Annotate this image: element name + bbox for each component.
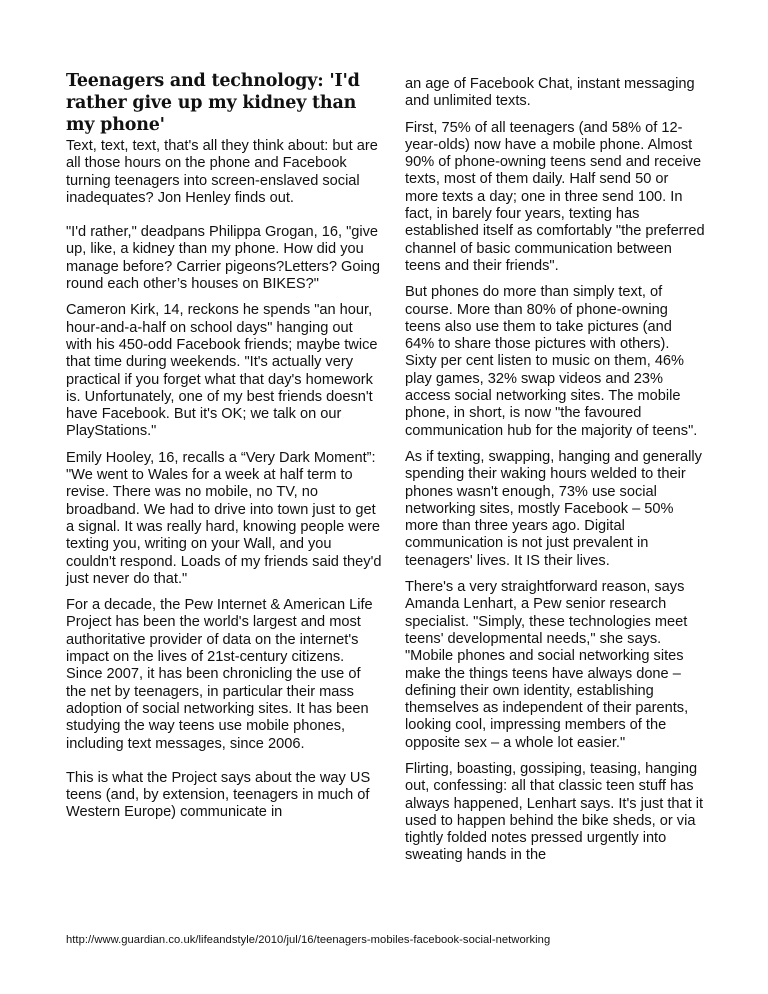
- paragraph: Cameron Kirk, 14, reckons he spends "an hour, hour-and-a-half on school days" hanging out with his 450-odd Facebook friends; maybe twice that time during weekends. "It's actually very practical if you forget what that day's homework is. Unfortunately, one of my best friends doesn't have Facebook. But it's OK; we talk on our PlayStations.": [66, 302, 378, 440]
- paragraph: Emily Hooley, 16, recalls a “Very Dark Moment”: "We went to Wales for a week at half term to revise. There was no mobile, no TV, no broadband. We had to drive into town just to get a signal. It was really hard, knowing people were texting you, writing on your Wall, and you couldn't respond. Loads of my friends said they'd just never do that.": [66, 449, 382, 587]
- paragraph: First, 75% of all teenagers (and 58% of 12-year-olds) now have a mobile phone. Almost 90% of phone-owning teens send and receive texts, most of them daily. Half send 50 or more texts a day; one in three send 100. In fact, in barely four years, texting has established itself as comfortably "the preferred channel of basic communication between teens and their friends".: [405, 119, 705, 274]
- paragraph: This is what the Project says about the way US teens (and, by extension, teenagers in much of Western Europe) communicate in: [66, 769, 371, 821]
- paragraph: As if texting, swapping, hanging and generally spending their waking hours welded to their phones wasn't enough, 73% use social networking sites, mostly Facebook – 50% more than three years ago. Digital communication is not just prevalent in teenagers' lives. It IS their lives.: [405, 448, 702, 569]
- left-column: [66, 70, 382, 831]
- article-standfirst: Text, text, text, that's all they think about: but are all those hours on the phone and Facebook turning teenagers into screen-enslaved social inadequates? Jon Henley finds out.: [66, 138, 378, 206]
- paragraph: For a decade, the Pew Internet & American Life Project has been the world's largest and most authoritative provider of data on the internet's impact on the lives of 21st-century citizens. Since 2007, it has been chronicling the use of the net by teenagers, in particular their mass adoption of social networking sites. It has been studying the way teens use mobile phones, including text messages, since 2006.: [66, 597, 373, 752]
- source-url: http://www.guardian.co.uk/lifeandstyle/2010/jul/16/teenagers-mobiles-facebook-social-networking: [66, 934, 551, 946]
- paragraph: There's a very straightforward reason, says Amanda Lenhart, a Pew senior research specialist. "Simply, these technologies meet teens' developmental needs," she says. "Mobile phones and social networking sites make the things teens have always done – defining their own identity, establishing themselves as independent of their parents, looking cool, impressing members of the opposite sex – a whole lot easier.": [405, 579, 689, 751]
- article-title: Teenagers and technology: 'I'd rather give up my kidney than my phone': [66, 71, 360, 135]
- right-column: [405, 76, 705, 874]
- paragraph: But phones do more than simply text, of course. More than 80% of phone-owning teens also use them to take pictures (and 64% to share those pictures with others). Sixty per cent listen to music on them, 46% play games, 32% swap videos and 23% access social networking sites. The mobile phone, in short, is now "the favoured communication hub for the majority of teens".: [405, 284, 698, 439]
- paragraph: "I'd rather," deadpans Philippa Grogan, 16, "give up, like, a kidney than my phone. How did you manage before? Carrier pigeons?Letters? Going round each other’s houses on BIKES?": [66, 224, 380, 293]
- paragraph: an age of Facebook Chat, instant messaging and unlimited texts.: [405, 76, 695, 110]
- paragraph: Flirting, boasting, gossiping, teasing, hanging out, confessing: all that classic teen stuff has always happened, Lenhart says. It's just that it used to happen behind the bike sheds, or via tightly folded notes pressed urgently into sweating hands in the: [405, 760, 704, 864]
